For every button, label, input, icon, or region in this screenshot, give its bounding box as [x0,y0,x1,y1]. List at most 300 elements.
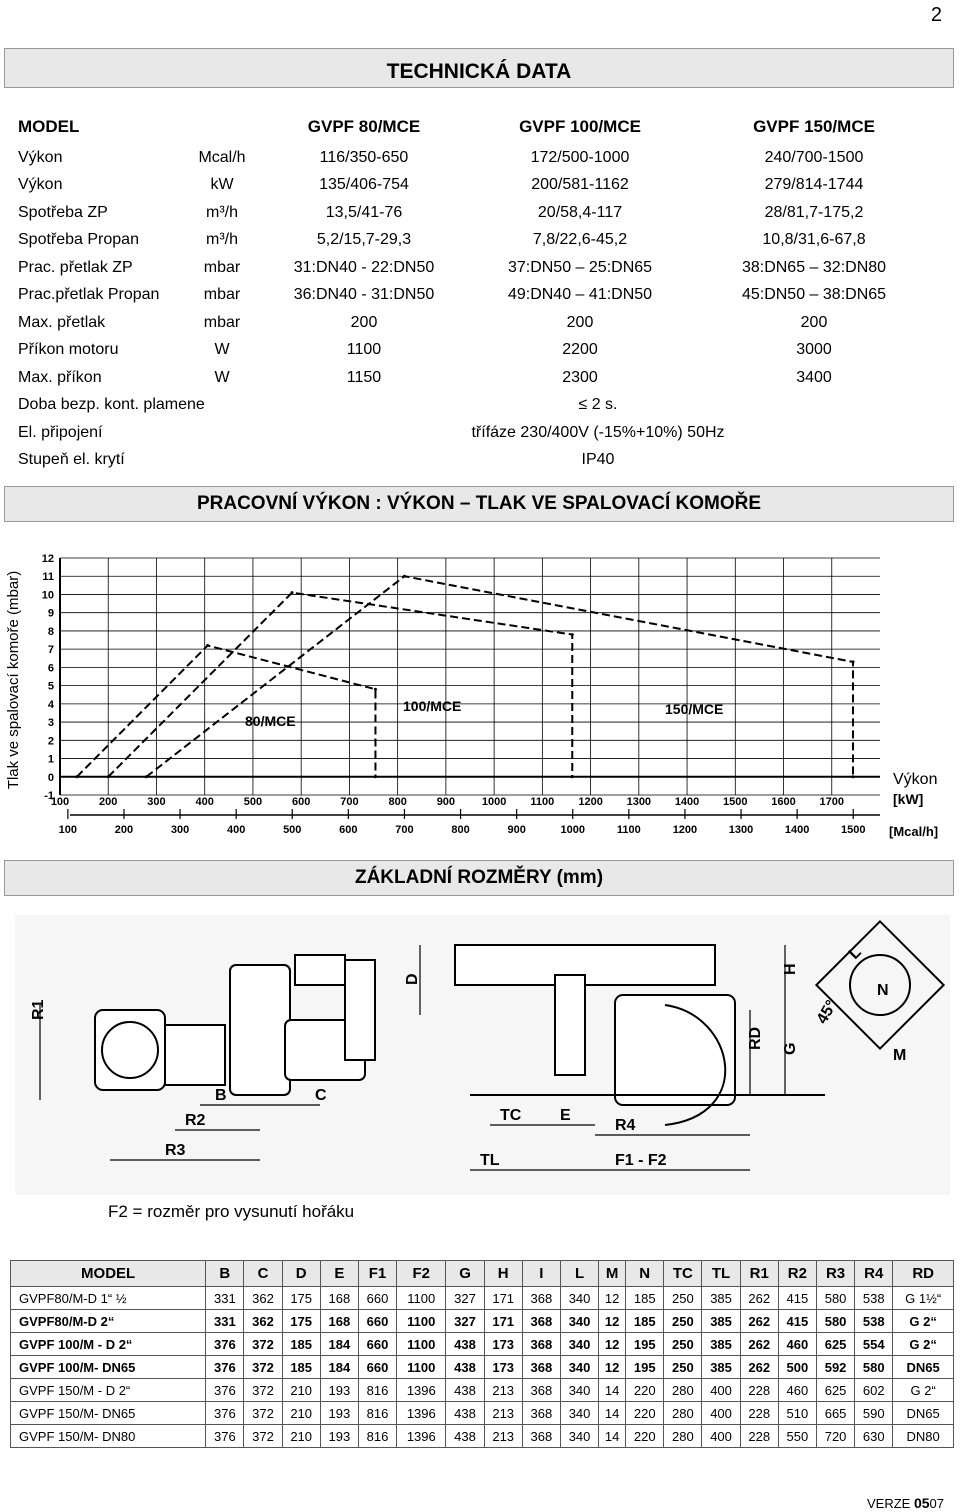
chart-section-title: PRACOVNÍ VÝKON : VÝKON – TLAK VE SPALOVACÍ KOMOŘE [4,486,954,522]
series-point [206,644,209,647]
dim-value-cell: 340 [560,1310,598,1333]
dim-value-cell: 210 [282,1402,320,1425]
spec-row [18,309,932,337]
air-damper-shape [345,960,375,1060]
dim-value-cell: 368 [522,1379,560,1402]
x2-tick-label: 900 [507,824,526,836]
dim-value-cell: 500 [778,1356,816,1379]
y-tick-label: -1 [44,790,54,802]
dim-value-cell: 250 [664,1287,702,1310]
dim-header-cell: F1 [358,1261,396,1287]
dim-value-cell: 1396 [397,1402,446,1425]
spec-span-label: Stupeň el. krytí [18,451,125,469]
dim-value-cell: 415 [778,1287,816,1310]
dim-value-cell: 816 [358,1425,396,1448]
drawing-label: R3 [165,1142,186,1159]
series-point [571,633,574,636]
drawing-label: M [893,1047,907,1064]
y-tick-label: 7 [47,644,54,657]
dim-value-cell: 168 [320,1287,358,1310]
spec-cell-v2: 37:DN50 – 25:DN65 [507,258,653,276]
dim-value-cell: 660 [358,1333,396,1356]
x-tick-label: 1700 [819,796,845,808]
spec-span-value: třífáze 230/400V (-15%+10%) 50Hz [471,423,725,441]
dim-row [11,1425,954,1448]
dim-header-cell: TL [702,1261,740,1287]
spec-cell-v2: 7,8/22,6-45,2 [532,231,628,249]
dim-value-cell: 625 [816,1333,854,1356]
spec-cell-v3: 279/814-1744 [764,176,864,194]
dim-value-cell: 14 [599,1425,626,1448]
dim-value-cell: 250 [664,1356,702,1379]
series-label: 100/MCE [403,698,462,714]
performance-chart [0,540,960,850]
dim-value-cell: 376 [206,1333,244,1356]
x-tick-label: 1400 [674,796,700,808]
drawing-label: TL [480,1152,500,1169]
dim-model-cell: GVPF 150/M- DN80 [11,1425,206,1448]
drawing-label: B [215,1087,227,1104]
dim-value-cell: 213 [484,1425,522,1448]
dim-value-cell: 372 [244,1425,282,1448]
dim-value-cell: 438 [446,1333,484,1356]
version-prefix: VERZE [866,1496,911,1511]
dim-value-cell: 213 [484,1402,522,1425]
x-tick-label: 1300 [626,796,652,808]
x2-tick-label: 200 [114,824,134,836]
dim-header-cell: D [282,1261,320,1287]
y-tick-label: 12 [41,553,54,565]
dim-header-cell: MODEL [11,1261,206,1287]
dim-value-cell: 12 [599,1287,626,1310]
dim-value-cell: 12 [599,1310,626,1333]
dim-value-cell: 185 [282,1333,320,1356]
dim-value-cell: 340 [560,1379,598,1402]
dim-value-cell: 372 [244,1333,282,1356]
spec-cell-v1: 36:DN40 - 31:DN50 [293,286,435,304]
dim-value-cell: 368 [522,1310,560,1333]
dim-value-cell: 228 [740,1425,778,1448]
dim-value-cell: 362 [244,1310,282,1333]
x-tick-label: 900 [436,796,456,808]
dim-value-cell: 262 [740,1310,778,1333]
dim-value-cell: 14 [599,1379,626,1402]
dim-value-cell: 12 [599,1356,626,1379]
series-point [571,775,574,778]
spec-cell-unit: mbar [203,258,241,276]
dim-value-cell: 171 [484,1287,522,1310]
dim-value-cell: 438 [446,1425,484,1448]
dim-value-cell: 550 [778,1425,816,1448]
dim-value-cell: 193 [320,1402,358,1425]
dim-value-cell: 602 [855,1379,893,1402]
x-axis-unit: [kW] [893,791,924,807]
drawing-label: TC [500,1107,522,1124]
x-tick-label: 1100 [530,796,555,808]
spec-span-value: ≤ 2 s. [578,396,618,414]
dim-header-cell: C [244,1261,282,1287]
x-tick-label: 1500 [723,796,748,808]
spec-cell-v1: 5,2/15,7-29,3 [316,231,412,249]
dim-value-cell: 368 [522,1287,560,1310]
dim-value-cell: 460 [778,1379,816,1402]
dim-value-cell: 184 [320,1333,358,1356]
burner-body-shape [615,995,735,1105]
spec-cell-v2: 2200 [562,341,598,359]
series-point [851,775,854,778]
dim-value-cell: 228 [740,1379,778,1402]
spec-cell-unit: m³/h [206,203,238,221]
x-tick-label: 200 [99,796,118,808]
spec-span-label: El. připojení [18,423,103,441]
dim-value-cell: 438 [446,1379,484,1402]
dim-value-cell: 1396 [397,1425,446,1448]
dim-value-cell: 185 [626,1287,664,1310]
spec-cell-label: Příkon motoru [18,341,119,359]
dim-header-cell: B [206,1261,244,1287]
dim-value-cell: 193 [320,1425,358,1448]
spec-cell-unit: m³/h [206,231,238,249]
drawing-label: F1 - F2 [615,1152,667,1169]
dim-value-cell: 400 [702,1379,740,1402]
version-bold: 05 [913,1495,930,1511]
spec-span-label: Doba bezp. kont. plamene [18,396,205,414]
dim-value-cell: 460 [778,1333,816,1356]
dim-value-cell: 580 [816,1310,854,1333]
dim-value-cell: 1100 [397,1310,446,1333]
dim-value-cell: DN80 [893,1425,954,1448]
spec-cell-v2: 20/58,4-117 [537,203,623,221]
x2-tick-label: 300 [170,824,190,836]
dim-header-cell: F2 [397,1261,446,1287]
x2-tick-label: 1300 [728,824,754,836]
dim-value-cell: 193 [320,1379,358,1402]
series-label: 80/MCE [245,713,296,729]
dim-value-cell: 14 [599,1402,626,1425]
x2-tick-label: 1400 [784,824,810,836]
y-tick-label: 1 [47,753,54,766]
x-tick-label: 500 [243,796,263,808]
x-tick-label: 700 [340,796,359,808]
y-tick-label: 9 [47,607,54,620]
valve-train-shape [165,1025,225,1085]
dim-value-cell: G 2“ [893,1379,954,1402]
dim-value-cell: 220 [626,1379,664,1402]
x2-tick-label: 800 [451,824,470,836]
dim-value-cell: 331 [206,1310,244,1333]
dim-header-cell: R2 [778,1261,816,1287]
dim-value-cell: 185 [282,1356,320,1379]
dim-value-cell: 171 [484,1310,522,1333]
spec-cell-v2: 200 [566,313,594,331]
dim-value-cell: 340 [560,1402,598,1425]
dimensions-table [10,1260,954,1448]
spec-row [18,227,932,255]
dim-value-cell: 173 [484,1333,522,1356]
dim-value-cell: 538 [855,1310,893,1333]
drawing-label: H [782,963,799,975]
dim-value-cell: 372 [244,1379,282,1402]
dim-value-cell: 340 [560,1287,598,1310]
dim-value-cell: 185 [626,1310,664,1333]
dim-value-cell: 280 [664,1425,702,1448]
dim-value-cell: 816 [358,1379,396,1402]
spec-cell-label: Prac. přetlak ZP [18,258,133,276]
series-point [374,688,377,691]
drawing-label: R4 [615,1117,636,1134]
drawing-label: RD [747,1026,764,1050]
x-tick-label: 1200 [578,796,603,808]
version-label [867,1495,944,1511]
spec-cell-label: Výkon [18,148,63,166]
header-gvpf150: GVPF 150/MCE [753,117,875,136]
x-tick-label: 300 [147,796,166,808]
dim-value-cell: 580 [816,1287,854,1310]
x-axis-title: Výkon [893,771,938,788]
dim-value-cell: 438 [446,1356,484,1379]
spec-cell-v1: 116/350-650 [319,148,409,166]
dim-value-cell: 175 [282,1310,320,1333]
header-gvpf80: GVPF 80/MCE [307,117,421,136]
drawing-label: N [877,982,889,999]
spec-row [18,172,932,200]
spec-span-row [18,419,932,447]
x2-tick-label: 500 [283,824,302,836]
dim-value-cell: 1396 [397,1379,446,1402]
dim-header-cell: L [560,1261,598,1287]
dim-value-cell: 210 [282,1379,320,1402]
spec-cell-v3: 28/81,7-175,2 [764,203,864,221]
spec-cell-label: Spotřeba Propan [18,231,139,249]
spec-cell-label: Max. příkon [18,368,102,386]
x2-axis-unit: [Mcal/h] [889,824,939,839]
dim-header-cell: R3 [816,1261,854,1287]
drawing-label: R2 [185,1112,206,1129]
dim-value-cell: 220 [626,1425,664,1448]
x2-tick-label: 1100 [616,824,641,836]
dim-header-cell: I [522,1261,560,1287]
dim-value-cell: 400 [702,1402,740,1425]
dim-value-cell: 220 [626,1402,664,1425]
spec-cell-v3: 240/700-1500 [764,148,864,166]
spec-cell-v1: 1100 [346,341,382,359]
drawing-label: G [782,1042,799,1055]
dim-value-cell: 250 [664,1333,702,1356]
spec-cell-unit: W [214,368,230,386]
y-tick-label: 4 [47,698,54,711]
technical-data-title: TECHNICKÁ DATA [4,48,954,88]
version-suffix: 07 [929,1496,944,1511]
dim-row [11,1310,954,1333]
spec-span-value: IP40 [581,451,615,469]
dim-value-cell: 195 [626,1356,664,1379]
dim-value-cell: 368 [522,1356,560,1379]
spec-span-row [18,447,932,475]
x-tick-label: 800 [388,796,407,808]
dim-value-cell: 327 [446,1310,484,1333]
x-tick-label: 400 [195,796,214,808]
spec-cell-unit: W [214,341,230,359]
spec-cell-v3: 200 [800,313,828,331]
dim-value-cell: 816 [358,1402,396,1425]
dim-value-cell: 385 [702,1310,740,1333]
series-point [75,775,78,778]
dim-value-cell: 630 [855,1425,893,1448]
dim-value-cell: 372 [244,1356,282,1379]
spec-cell-label: Spotřeba ZP [18,203,108,221]
dim-value-cell: 385 [702,1356,740,1379]
dim-header-cell: RD [893,1261,954,1287]
dim-value-cell: 262 [740,1356,778,1379]
y-tick-label: 0 [47,771,54,784]
dim-value-cell: 340 [560,1333,598,1356]
chart-background [0,540,960,850]
series-point [403,575,406,578]
flange-shape [555,975,585,1075]
dim-value-cell: 385 [702,1333,740,1356]
header-gvpf100: GVPF 100/MCE [519,117,641,136]
dim-value-cell: 168 [320,1310,358,1333]
spec-row [18,337,932,365]
series-point [291,591,294,594]
series-point [374,775,377,778]
dim-value-cell: 665 [816,1402,854,1425]
dim-value-cell: 280 [664,1379,702,1402]
dim-value-cell: 372 [244,1402,282,1425]
spec-row [18,282,932,310]
drawing-label: L [845,943,865,963]
series-label: 150/MCE [665,701,724,717]
dim-value-cell: 660 [358,1356,396,1379]
dim-value-cell: 184 [320,1356,358,1379]
x2-tick-label: 1000 [560,824,585,836]
spec-cell-label: Prac.přetlak Propan [18,286,160,304]
fan-housing-shape [230,965,290,1095]
dim-row [11,1379,954,1402]
y-tick-label: 8 [47,625,54,638]
dim-value-cell: 327 [446,1287,484,1310]
dim-value-cell: 592 [816,1356,854,1379]
dim-value-cell: 415 [778,1310,816,1333]
x2-tick-label: 1500 [840,824,866,836]
dimensions-header-row [11,1261,954,1287]
spec-cell-v1: 31:DN40 - 22:DN50 [293,258,435,276]
dim-row [11,1333,954,1356]
drawing-label: C [315,1087,327,1104]
dim-value-cell: 175 [282,1287,320,1310]
y-tick-label: 5 [47,680,54,693]
valve-flange-shape [102,1022,158,1078]
series-point [107,775,110,778]
x2-tick-label: 600 [339,824,358,836]
technical-header-row [18,110,932,144]
dim-model-cell: GVPF 150/M- DN65 [11,1402,206,1425]
dim-value-cell: 720 [816,1425,854,1448]
dim-value-cell: 213 [484,1379,522,1402]
dim-value-cell: 625 [816,1379,854,1402]
x-tick-label: 1000 [481,796,507,808]
dim-value-cell: 340 [560,1425,598,1448]
dim-header-cell: E [320,1261,358,1287]
dim-value-cell: 538 [855,1287,893,1310]
pressure-switch-shape [295,955,345,985]
dim-value-cell: 376 [206,1402,244,1425]
dim-value-cell: 385 [702,1287,740,1310]
spec-row [18,144,932,172]
dim-value-cell: 400 [702,1425,740,1448]
dim-value-cell: 210 [282,1425,320,1448]
spec-cell-v2: 172/500-1000 [530,148,630,166]
dim-model-cell: GVPF 100/M - D 2“ [11,1333,206,1356]
spec-cell-unit: kW [210,176,234,194]
dim-model-cell: GVPF 100/M- DN65 [11,1356,206,1379]
dim-value-cell: 1100 [397,1333,446,1356]
dim-row [11,1402,954,1425]
dim-header-cell: R1 [740,1261,778,1287]
dim-value-cell: 660 [358,1287,396,1310]
dimension-note: F2 = rozměr pro vysunutí hořáku [108,1202,355,1221]
dim-header-cell: G [446,1261,484,1287]
dim-row [11,1287,954,1310]
y-tick-label: 10 [41,589,54,602]
spec-cell-v2: 2300 [562,368,598,386]
x2-tick-label: 400 [226,824,246,836]
dim-value-cell: 376 [206,1379,244,1402]
dim-value-cell: 195 [626,1333,664,1356]
spec-cell-unit: Mcal/h [198,148,246,166]
dim-value-cell: G 2“ [893,1310,954,1333]
dim-value-cell: 368 [522,1402,560,1425]
y-axis-title: Tlak ve spalovací komoře (mbar) [5,570,22,790]
spec-cell-label: Max. přetlak [18,313,106,331]
series-point [851,660,854,663]
dim-value-cell: DN65 [893,1402,954,1425]
dim-value-cell: 376 [206,1425,244,1448]
dim-model-cell: GVPF80/M-D 1“ ½ [11,1287,206,1310]
x-tick-label: 600 [291,796,311,808]
x2-tick-label: 100 [58,824,78,836]
page-number: 2 [930,4,942,26]
dim-value-cell: 262 [740,1287,778,1310]
dim-value-cell: 510 [778,1402,816,1425]
dim-row [11,1356,954,1379]
y-tick-label: 2 [47,735,54,748]
x2-tick-label: 1200 [672,824,698,836]
dim-value-cell: 331 [206,1287,244,1310]
drawing-label: D [404,973,421,985]
spec-cell-v1: 13,5/41-76 [325,203,403,221]
dim-value-cell: 368 [522,1333,560,1356]
dim-header-cell: H [484,1261,522,1287]
spec-cell-v1: 1150 [346,368,382,386]
spec-cell-v3: 10,8/31,6-67,8 [762,231,866,249]
spec-cell-v2: 49:DN40 – 41:DN50 [507,286,653,304]
dim-value-cell: 438 [446,1402,484,1425]
dim-value-cell: 368 [522,1425,560,1448]
dim-value-cell: 250 [664,1310,702,1333]
dim-value-cell: 340 [560,1356,598,1379]
spec-row [18,254,932,282]
dim-value-cell: G 2“ [893,1333,954,1356]
spec-span-row [18,392,932,420]
y-tick-label: 3 [47,717,54,730]
x-tick-label: 100 [50,796,70,808]
series-point [145,775,148,778]
dim-value-cell: 376 [206,1356,244,1379]
dim-model-cell: GVPF80/M-D 2“ [11,1310,206,1333]
drawing-label: 45° [813,997,841,1027]
spec-cell-unit: mbar [203,286,241,304]
